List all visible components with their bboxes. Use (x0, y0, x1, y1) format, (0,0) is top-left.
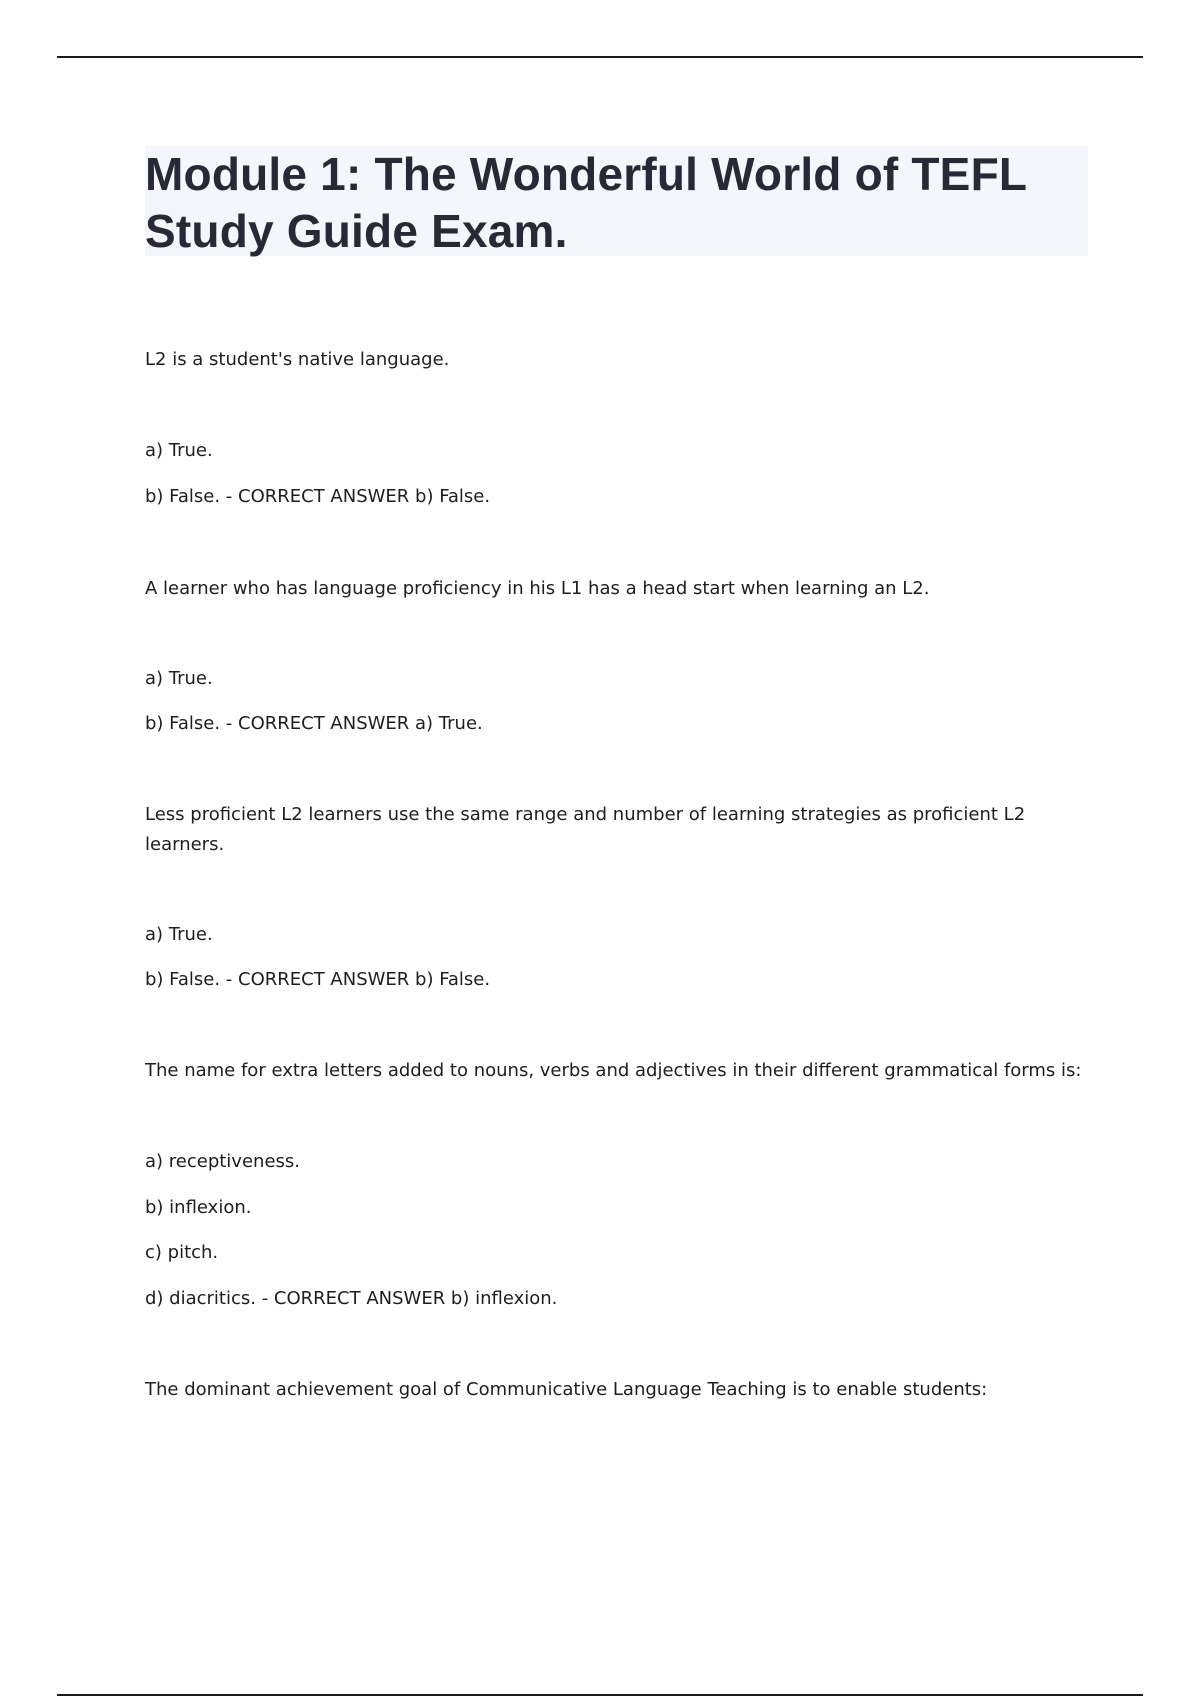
answer-option: d) diacritics. - CORRECT ANSWER b) inflexion. (145, 1288, 558, 1309)
answer-option: a) True. (145, 668, 213, 689)
answer-option: b) False. - CORRECT ANSWER b) False. (145, 486, 491, 507)
footer-rule (57, 1694, 1143, 1696)
page-title (145, 146, 1088, 260)
answer-option: a) receptiveness. (145, 1151, 300, 1172)
header-rule (57, 56, 1143, 58)
answer-option: a) True. (145, 440, 213, 461)
title-line-2: Study Guide Exam. (145, 205, 568, 257)
answer-option: c) pitch. (145, 1242, 219, 1263)
title-line-1: Module 1: The Wonderful World of TEFL (145, 148, 1028, 200)
answer-option: b) False. - CORRECT ANSWER a) True. (145, 713, 483, 734)
answer-option: a) True. (145, 924, 213, 945)
answer-option: b) False. - CORRECT ANSWER b) False. (145, 969, 491, 990)
answer-option: b) inflexion. (145, 1197, 252, 1218)
question-text: Less proficient L2 learners use the same range and number of learning strategies as proficient L2 learners. (145, 804, 1026, 855)
question-text: The name for extra letters added to nouns, verbs and adjectives in their different grammatical forms is: (145, 1060, 1082, 1081)
question-text: A learner who has language proficiency in his L1 has a head start when learning an L2. (145, 578, 930, 599)
title-block (145, 146, 1088, 256)
question-text: The dominant achievement goal of Communicative Language Teaching is to enable students: (145, 1379, 988, 1400)
question-text: L2 is a student's native language. (145, 349, 450, 370)
